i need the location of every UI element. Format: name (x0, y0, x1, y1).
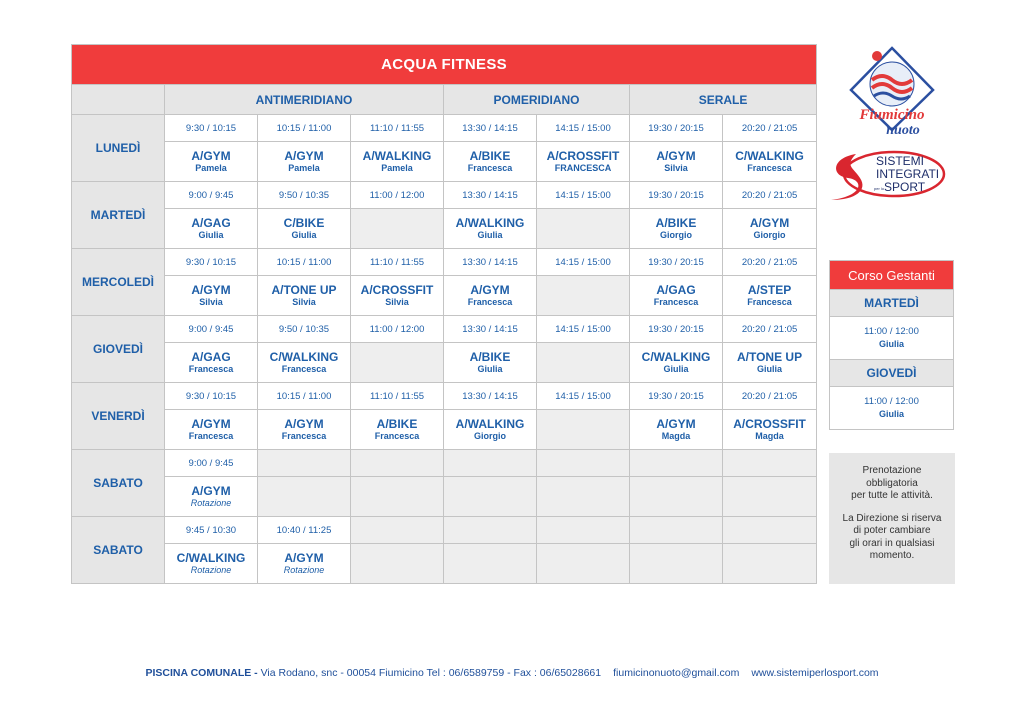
instructor-name: Francesca (281, 363, 327, 374)
activity-cell (537, 544, 630, 584)
slot-time: 9:50 / 10:35 (258, 182, 351, 209)
slot-time (723, 450, 817, 477)
instructor-name: Francesca (747, 162, 792, 173)
slot-time (351, 517, 444, 544)
period-antimeridiano: ANTIMERIDIANO (165, 85, 444, 115)
slot-time: 11:10 / 11:55 (351, 383, 444, 410)
instructor-name: Giulia (477, 363, 503, 374)
activity-cell (165, 142, 258, 182)
slot-time: 9:00 / 9:45 (165, 450, 258, 477)
notes-box (829, 453, 955, 584)
day-label: SABATO (72, 450, 165, 517)
fiumicino-nuoto-logo (845, 44, 939, 140)
activity-cell (630, 477, 723, 517)
activity-cell (165, 477, 258, 517)
gestanti-time: 11:00 / 12:00 (864, 396, 919, 407)
activity-name: C/WALKING (641, 349, 711, 364)
activity-cell (351, 142, 444, 182)
activity-name: A/GYM (191, 148, 231, 163)
fiumicino-text: Fiumicino (859, 107, 925, 123)
activity-cell (630, 209, 723, 249)
instructor-name: Pamela (381, 162, 413, 173)
note-line: di poter cambiare (853, 525, 931, 536)
activity-cell (351, 410, 444, 450)
footer-email[interactable]: fiumicinonuoto@gmail.com (613, 667, 740, 679)
activity-name: A/GYM (284, 550, 324, 565)
activity-cell (444, 410, 537, 450)
period-pomeridiano: POMERIDIANO (444, 85, 630, 115)
slot-time: 9:00 / 9:45 (165, 316, 258, 343)
header-corner (72, 85, 165, 115)
activity-cell (537, 142, 630, 182)
nuoto-text: nuoto (886, 123, 920, 138)
activity-name: A/BIKE (655, 215, 697, 230)
activity-name: A/GAG (656, 282, 696, 297)
activity-name: A/WALKING (362, 148, 432, 163)
activity-cell (351, 477, 444, 517)
note-line: La Direzione si riserva (842, 512, 942, 524)
instructor-name: Francesca (374, 430, 420, 441)
activity-name: A/STEP (747, 282, 792, 297)
slot-time (444, 517, 537, 544)
activity-cell (444, 142, 537, 182)
activity-name: A/GYM (470, 282, 510, 297)
activity-cell (258, 410, 351, 450)
instructor-name: Francesca (281, 430, 327, 441)
note-line: gli orari in qualsiasi (849, 537, 935, 549)
activity-name: A/CROSSFIT (360, 282, 434, 297)
activity-cell (630, 142, 723, 182)
slot-time: 10:40 / 11:25 (258, 517, 351, 544)
instructor-name: Francesca (467, 296, 513, 307)
slot-time: 20:20 / 21:05 (723, 383, 817, 410)
slot-time: 11:10 / 11:55 (351, 249, 444, 276)
activity-cell (258, 209, 351, 249)
time-row (72, 450, 817, 477)
slot-time: 14:15 / 15:00 (537, 316, 630, 343)
day-label: GIOVEDÌ (72, 316, 165, 383)
time-row (72, 249, 817, 276)
instructor-name: Rotazione (283, 564, 325, 575)
activity-cell (351, 343, 444, 383)
activity-row (72, 142, 817, 182)
instructor-name: FRANCESCA (554, 162, 612, 173)
gestanti-slot-martedi (830, 317, 954, 360)
activity-name: A/TONE UP (271, 282, 337, 297)
slot-time: 10:15 / 11:00 (258, 115, 351, 142)
activity-cell (630, 343, 723, 383)
instructor-name: Magda (661, 430, 691, 441)
note-line: momento. (869, 550, 915, 561)
slot-time: 13:30 / 14:15 (444, 316, 537, 343)
instructor-name: Francesca (188, 363, 234, 374)
instructor-name: Francesca (467, 162, 513, 173)
gestanti-time: 11:00 / 12:00 (864, 326, 919, 337)
activity-name: A/TONE UP (736, 349, 803, 364)
slot-time (723, 517, 817, 544)
instructor-name: Rotazione (190, 497, 232, 508)
slot-time: 13:30 / 14:15 (444, 115, 537, 142)
slot-time: 9:30 / 10:15 (165, 249, 258, 276)
instructor-name: Giorgio (660, 229, 692, 240)
day-label: SABATO (72, 517, 165, 584)
activity-cell (630, 544, 723, 584)
activity-name: A/GYM (749, 215, 790, 230)
activity-name: A/GYM (656, 416, 696, 431)
day-label: VENERDÌ (72, 383, 165, 450)
activity-cell (723, 410, 817, 450)
activity-name: A/GAG (191, 215, 231, 230)
slot-time: 13:30 / 14:15 (444, 383, 537, 410)
instructor-name: Francesca (653, 296, 699, 307)
slot-time: 14:15 / 15:00 (537, 383, 630, 410)
slot-time: 19:30 / 20:15 (630, 115, 723, 142)
activity-cell (258, 142, 351, 182)
instructor-name: Francesca (747, 296, 792, 307)
slot-time: 14:15 / 15:00 (537, 249, 630, 276)
slot-time (630, 450, 723, 477)
slot-time: 9:50 / 10:35 (258, 316, 351, 343)
instructor-name: Silvia (292, 296, 316, 307)
slot-time: 19:30 / 20:15 (630, 182, 723, 209)
activity-cell (258, 477, 351, 517)
activity-cell (444, 209, 537, 249)
activity-cell (165, 410, 258, 450)
activity-name: C/WALKING (176, 550, 246, 565)
activity-cell (444, 343, 537, 383)
slot-time (537, 517, 630, 544)
slot-time: 19:30 / 20:15 (630, 383, 723, 410)
sport-text: SPORT (884, 180, 926, 194)
activity-name: C/BIKE (283, 215, 325, 230)
activity-name: A/GYM (191, 416, 231, 431)
activity-name: A/GYM (191, 483, 231, 498)
corso-gestanti-panel (829, 260, 954, 430)
slot-time: 14:15 / 15:00 (537, 115, 630, 142)
instructor-name: Silvia (664, 162, 688, 173)
slot-time: 13:30 / 14:15 (444, 182, 537, 209)
activity-cell (258, 544, 351, 584)
instructor-name: Rotazione (190, 564, 232, 575)
activity-cell (723, 343, 817, 383)
slot-time: 10:15 / 11:00 (258, 249, 351, 276)
instructor-name: Giulia (757, 363, 783, 374)
note-line: per tutte le attività. (851, 490, 933, 501)
activity-row (72, 477, 817, 517)
activity-name: A/BIKE (469, 349, 511, 364)
slot-time: 20:20 / 21:05 (723, 316, 817, 343)
footer-address: Via Rodano, snc - 00054 Fiumicino Tel : 06/6589759 - Fax : 06/65028661 (257, 667, 602, 679)
slot-time: 9:30 / 10:15 (165, 383, 258, 410)
activity-cell (165, 343, 258, 383)
activity-cell (537, 209, 630, 249)
sistemi-text: SISTEMI (876, 154, 925, 168)
activity-cell (537, 343, 630, 383)
instructor-name: Giulia (291, 229, 317, 240)
sistemi-integrati-logo (826, 148, 951, 203)
activity-cell (723, 276, 817, 316)
activity-name: A/WALKING (455, 416, 525, 431)
note-line: Prenotazione (862, 465, 922, 476)
activity-cell (723, 209, 817, 249)
day-label: MARTEDÌ (72, 182, 165, 249)
instructor-name: Silvia (385, 296, 409, 307)
slot-time: 11:00 / 12:00 (351, 182, 444, 209)
activity-name: C/WALKING (269, 349, 339, 364)
slot-time: 11:00 / 12:00 (351, 316, 444, 343)
instructor-name: Magda (755, 430, 784, 441)
activity-cell (630, 276, 723, 316)
slot-time: 9:00 / 9:45 (165, 182, 258, 209)
corso-gestanti-title: Corso Gestanti (830, 261, 954, 290)
gestanti-day-giovedi: GIOVEDÌ (830, 360, 954, 387)
activity-row (72, 343, 817, 383)
per-lo-text: per lo (874, 186, 885, 191)
gestanti-slot-giovedi (830, 387, 954, 430)
slot-time (351, 450, 444, 477)
activity-cell (537, 276, 630, 316)
activity-name: A/BIKE (469, 148, 511, 163)
slot-time: 19:30 / 20:15 (630, 316, 723, 343)
activity-cell (351, 209, 444, 249)
slot-time: 9:45 / 10:30 (165, 517, 258, 544)
time-row (72, 517, 817, 544)
gestanti-instructor: Giulia (878, 409, 904, 419)
time-row (72, 182, 817, 209)
activity-cell (258, 343, 351, 383)
time-row (72, 383, 817, 410)
slot-time (630, 517, 723, 544)
day-label: MERCOLEDÌ (72, 249, 165, 316)
slot-time: 9:30 / 10:15 (165, 115, 258, 142)
activity-cell (258, 276, 351, 316)
footer-name: PISCINA COMUNALE - (145, 667, 258, 679)
slot-time (444, 450, 537, 477)
note-line: obbligatoria (866, 477, 918, 489)
instructor-name: Giulia (198, 229, 224, 240)
integrati-text: INTEGRATI (876, 167, 940, 181)
activity-cell (444, 276, 537, 316)
day-label: LUNEDÌ (72, 115, 165, 182)
period-serale: SERALE (630, 85, 817, 115)
activity-cell (444, 477, 537, 517)
time-row (72, 115, 817, 142)
footer-website[interactable]: www.sistemiperlosport.com (751, 667, 879, 679)
activity-cell (444, 544, 537, 584)
activity-row (72, 276, 817, 316)
gestanti-day-martedi: MARTEDÌ (830, 290, 954, 317)
activity-row (72, 410, 817, 450)
slot-time: 20:20 / 21:05 (723, 115, 817, 142)
activity-cell (165, 209, 258, 249)
instructor-name: Silvia (199, 296, 223, 307)
activity-row (72, 209, 817, 249)
slot-time: 19:30 / 20:15 (630, 249, 723, 276)
activity-cell (537, 477, 630, 517)
slot-time: 20:20 / 21:05 (723, 182, 817, 209)
activity-name: A/GAG (191, 349, 231, 364)
activity-name: A/WALKING (455, 215, 525, 230)
activity-cell (723, 477, 817, 517)
instructor-name: Pamela (195, 162, 227, 173)
schedule-title: ACQUA FITNESS (72, 45, 817, 85)
activity-row (72, 544, 817, 584)
activity-name: C/WALKING (735, 148, 804, 163)
instructor-name: Giorgio (474, 430, 506, 441)
activity-cell (630, 410, 723, 450)
schedule-table (71, 44, 817, 584)
activity-cell (537, 410, 630, 450)
slot-time (258, 450, 351, 477)
activity-name: A/GYM (656, 148, 696, 163)
activity-name: A/GYM (191, 282, 231, 297)
activity-cell (351, 276, 444, 316)
activity-name: A/GYM (284, 148, 324, 163)
instructor-name: Giulia (477, 229, 503, 240)
slot-time: 10:15 / 11:00 (258, 383, 351, 410)
activity-cell (165, 544, 258, 584)
slot-time: 11:10 / 11:55 (351, 115, 444, 142)
instructor-name: Giulia (663, 363, 689, 374)
slot-time: 20:20 / 21:05 (723, 249, 817, 276)
instructor-name: Giorgio (753, 229, 786, 240)
activity-cell (165, 276, 258, 316)
activity-cell (723, 544, 817, 584)
activity-name: A/BIKE (376, 416, 418, 431)
slot-time (537, 450, 630, 477)
instructor-name: Francesca (188, 430, 234, 441)
slot-time: 14:15 / 15:00 (537, 182, 630, 209)
booking-note (833, 465, 951, 503)
time-row (72, 316, 817, 343)
gestanti-instructor: Giulia (878, 339, 904, 349)
activity-cell (351, 544, 444, 584)
activity-name: A/CROSSFIT (546, 148, 620, 163)
direction-note (833, 513, 951, 563)
activity-cell (723, 142, 817, 182)
activity-name: A/GYM (284, 416, 324, 431)
activity-name: A/CROSSFIT (733, 416, 806, 431)
instructor-name: Pamela (288, 162, 320, 173)
slot-time: 13:30 / 14:15 (444, 249, 537, 276)
footer (0, 667, 1024, 679)
